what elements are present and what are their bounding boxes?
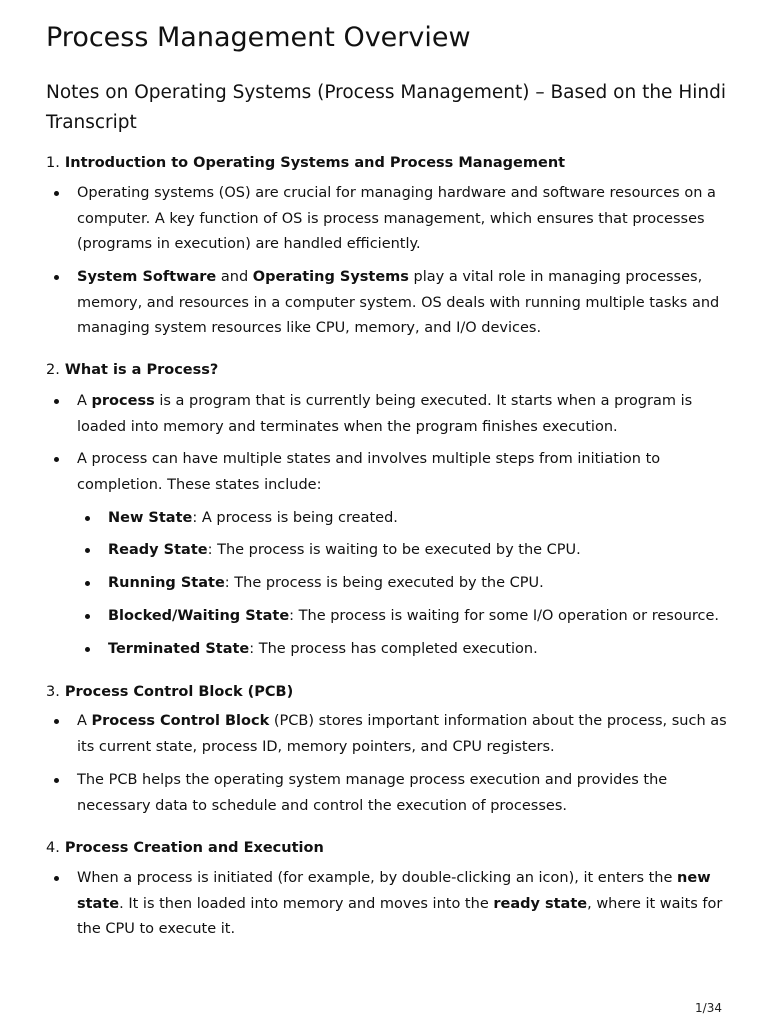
page-number: 1/34	[695, 1001, 722, 1015]
list-item: The PCB helps the operating system manage process execution and provides the necessary data to schedule and control the execution of processes.	[77, 768, 727, 819]
state-list-item: New State: A process is being created.	[108, 506, 728, 532]
section-heading-1: 1. Introduction to Operating Systems and Process Management	[46, 155, 566, 171]
list-item: When a process is initiated (for example, by double-clicking an icon), it enters the new state. It is then loaded into memory and moves into the ready state, where it waits for the CPU to execute it.	[77, 866, 727, 943]
page-title: Process Management Overview	[46, 22, 471, 53]
page-subtitle: Notes on Operating Systems (Process Management) – Based on the Hindi Transcript	[46, 82, 726, 133]
list-item: A Process Control Block (PCB) stores important information about the process, such as its current state, process ID, memory pointers, and CPU registers.	[77, 709, 727, 760]
section-heading-3: 3. Process Control Block (PCB)	[46, 684, 294, 700]
list-item: Operating systems (OS) are crucial for managing hardware and software resources on a computer. A key function of OS is process management, which ensures that processes (programs in execution) are handled efficiently.	[77, 181, 727, 258]
list-item: System Software and Operating Systems play a vital role in managing processes, memory, and resources in a computer system. OS deals with running multiple tasks and managing system resources like CPU, memory, and I/O devices.	[77, 265, 727, 342]
state-list-item: Ready State: The process is waiting to be executed by the CPU.	[108, 538, 728, 564]
state-list-item: Blocked/Waiting State: The process is waiting for some I/O operation or resource.	[108, 604, 728, 630]
state-list-item: Terminated State: The process has completed execution.	[108, 637, 728, 663]
list-item: A process can have multiple states and involves multiple steps from initiation to completion. These states include:	[77, 447, 727, 498]
section-heading-4: 4. Process Creation and Execution	[46, 840, 324, 856]
state-list-item: Running State: The process is being executed by the CPU.	[108, 571, 728, 597]
list-item: A process is a program that is currently being executed. It starts when a program is loaded into memory and terminates when the program finishes execution.	[77, 389, 727, 440]
section-heading-2: 2. What is a Process?	[46, 362, 219, 378]
